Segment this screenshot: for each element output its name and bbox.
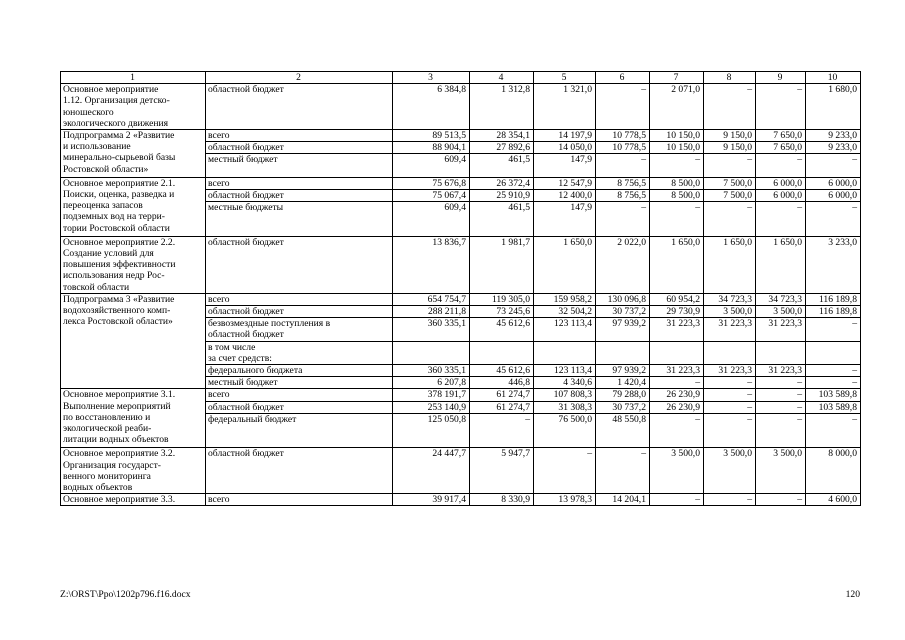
- amount-cell: 26 372,4: [470, 177, 534, 189]
- activity-label: [61, 130, 206, 178]
- amount-cell: 75 067,4: [393, 190, 470, 202]
- activity-label: [61, 236, 206, 293]
- amount-cell: 7 650,0: [756, 130, 806, 142]
- amount-cell: 8 000,0: [806, 448, 861, 494]
- amount-cell: 6 384,8: [393, 84, 470, 130]
- amount-cell: 32 504,2: [534, 306, 596, 318]
- amount-cell: 103 589,8: [806, 389, 861, 401]
- amount-cell: 378 191,7: [393, 389, 470, 401]
- amount-cell: 28 354,1: [470, 130, 534, 142]
- amount-cell: 654 754,7: [393, 293, 470, 305]
- amount-cell: –: [756, 389, 806, 401]
- funding-source-line: областной бюджет: [208, 190, 284, 202]
- amount-cell: 1 312,8: [470, 84, 534, 130]
- amount-cell: –: [704, 401, 756, 413]
- funding-source: [206, 365, 393, 377]
- funding-source-line: областной бюджет: [208, 142, 284, 154]
- amount-cell: 31 223,3: [650, 318, 704, 341]
- activity-label-line: повышения эффективности: [63, 259, 176, 271]
- amount-cell: 4 340,6: [534, 377, 596, 389]
- amount-cell: –: [650, 154, 704, 177]
- amount-cell: –: [704, 84, 756, 130]
- amount-cell: 3 500,0: [704, 306, 756, 318]
- amount-cell: –: [756, 494, 806, 506]
- amount-cell: 7 500,0: [704, 190, 756, 202]
- funding-source: [206, 318, 393, 341]
- funding-source: [206, 341, 393, 364]
- amount-cell: 288 211,8: [393, 306, 470, 318]
- header-cell: 6: [596, 72, 650, 84]
- amount-cell: 107 808,3: [534, 389, 596, 401]
- activity-label: [61, 494, 206, 506]
- amount-cell: [756, 341, 806, 364]
- amount-cell: 3 500,0: [704, 448, 756, 494]
- amount-cell: 123 113,4: [534, 365, 596, 377]
- amount-cell: 8 756,5: [596, 177, 650, 189]
- header-cell: 3: [393, 72, 470, 84]
- funding-source-line: местный бюджет: [208, 377, 278, 389]
- funding-source: [206, 177, 393, 189]
- amount-cell: [534, 341, 596, 364]
- amount-cell: 34 723,3: [704, 293, 756, 305]
- amount-cell: [806, 341, 861, 364]
- amount-cell: 6 000,0: [806, 177, 861, 189]
- amount-cell: 461,5: [470, 202, 534, 237]
- amount-cell: 31 223,3: [704, 318, 756, 341]
- funding-source: [206, 377, 393, 389]
- amount-cell: 116 189,8: [806, 293, 861, 305]
- amount-cell: 14 050,0: [534, 142, 596, 154]
- amount-cell: 10 778,5: [596, 130, 650, 142]
- funding-source: [206, 84, 393, 130]
- amount-cell: 30 737,2: [596, 401, 650, 413]
- funding-source: [206, 130, 393, 142]
- amount-cell: 1 981,7: [470, 236, 534, 293]
- activity-label-line: юношеского: [63, 106, 114, 118]
- amount-cell: 9 233,0: [806, 142, 861, 154]
- funding-source-line: областной бюджет: [208, 84, 284, 96]
- footer-file-path: Z:\ORST\Ppo\1202p796.f16.docx: [60, 589, 191, 600]
- funding-source-line: безвозмездные поступления в: [208, 318, 331, 330]
- activity-label-line: по восстановлению и: [63, 411, 151, 423]
- table-row: [61, 177, 861, 189]
- amount-cell: 123 113,4: [534, 318, 596, 341]
- amount-cell: 1 650,0: [704, 236, 756, 293]
- amount-cell: 1 680,0: [806, 84, 861, 130]
- funding-source: [206, 154, 393, 177]
- amount-cell: 1 650,0: [756, 236, 806, 293]
- amount-cell: –: [470, 413, 534, 448]
- amount-cell: –: [650, 413, 704, 448]
- funding-source-line: за счет средств:: [208, 352, 272, 364]
- amount-cell: [704, 341, 756, 364]
- amount-cell: –: [704, 377, 756, 389]
- amount-cell: –: [596, 154, 650, 177]
- amount-cell: 609,4: [393, 202, 470, 237]
- activity-label: [61, 389, 206, 448]
- funding-source-line: местный бюджет: [208, 154, 278, 166]
- amount-cell: [393, 341, 470, 364]
- table-row: [61, 130, 861, 142]
- amount-cell: –: [806, 202, 861, 237]
- amount-cell: 253 140,9: [393, 401, 470, 413]
- amount-cell: 147,9: [534, 154, 596, 177]
- amount-cell: –: [650, 202, 704, 237]
- amount-cell: –: [756, 84, 806, 130]
- funding-source-line: областной бюджет: [208, 329, 284, 341]
- funding-source-line: областной бюджет: [208, 448, 284, 460]
- amount-cell: 1 321,0: [534, 84, 596, 130]
- activity-label-line: Поиски, оценка, разведка и: [63, 189, 175, 201]
- amount-cell: 6 000,0: [756, 177, 806, 189]
- amount-cell: 3 500,0: [756, 306, 806, 318]
- table-row: [61, 448, 861, 494]
- activity-label-line: Подпрограмма 3 «Развитие: [63, 293, 175, 305]
- amount-cell: 31 223,3: [756, 318, 806, 341]
- funding-source-line: федерального бюджета: [208, 365, 303, 377]
- amount-cell: –: [756, 202, 806, 237]
- amount-cell: 6 207,8: [393, 377, 470, 389]
- amount-cell: [470, 341, 534, 364]
- amount-cell: 7 500,0: [704, 177, 756, 189]
- amount-cell: 30 737,2: [596, 306, 650, 318]
- amount-cell: 119 305,0: [470, 293, 534, 305]
- amount-cell: 4 600,0: [806, 494, 861, 506]
- activity-label-line: Создание условий для: [63, 248, 154, 260]
- amount-cell: 446,8: [470, 377, 534, 389]
- amount-cell: 9 150,0: [704, 130, 756, 142]
- amount-cell: 147,9: [534, 202, 596, 237]
- amount-cell: –: [806, 377, 861, 389]
- amount-cell: 5 947,7: [470, 448, 534, 494]
- amount-cell: 9 150,0: [704, 142, 756, 154]
- amount-cell: 6 000,0: [806, 190, 861, 202]
- header-row: [61, 72, 861, 84]
- funding-source: [206, 494, 393, 506]
- funding-source-line: всего: [208, 389, 230, 401]
- funding-source-line: всего: [208, 494, 230, 506]
- amount-cell: –: [806, 154, 861, 177]
- amount-cell: 103 589,8: [806, 401, 861, 413]
- activity-label-line: тории Ростовской области: [63, 222, 170, 234]
- activity-label-line: лекса Ростовской области»: [63, 316, 173, 328]
- activity-label-line: Ростовской области»: [63, 163, 149, 175]
- table-row: [61, 494, 861, 506]
- amount-cell: [650, 341, 704, 364]
- header-cell: 8: [704, 72, 756, 84]
- amount-cell: 8 500,0: [650, 190, 704, 202]
- header-cell: 4: [470, 72, 534, 84]
- amount-cell: 12 547,9: [534, 177, 596, 189]
- amount-cell: 13 978,3: [534, 494, 596, 506]
- funding-source-line: всего: [208, 130, 230, 142]
- amount-cell: –: [806, 413, 861, 448]
- funding-source: [206, 293, 393, 305]
- funding-source: [206, 448, 393, 494]
- table-row: [61, 84, 861, 130]
- amount-cell: 73 245,6: [470, 306, 534, 318]
- amount-cell: 45 612,6: [470, 365, 534, 377]
- amount-cell: 2 071,0: [650, 84, 704, 130]
- amount-cell: 13 836,7: [393, 236, 470, 293]
- amount-cell: 88 904,1: [393, 142, 470, 154]
- amount-cell: 3 233,0: [806, 236, 861, 293]
- activity-label-line: Основное мероприятие 3.2.: [63, 448, 176, 460]
- activity-label-line: и использование: [63, 141, 131, 153]
- activity-label-line: Основное мероприятие 3.1.: [63, 389, 176, 401]
- amount-cell: –: [704, 202, 756, 237]
- amount-cell: 10 778,5: [596, 142, 650, 154]
- funding-source: [206, 236, 393, 293]
- activity-label-line: экологического движения: [63, 117, 169, 129]
- amount-cell: –: [534, 448, 596, 494]
- activity-label: [61, 293, 206, 389]
- amount-cell: 360 335,1: [393, 365, 470, 377]
- funding-source-line: в том числе: [208, 341, 256, 353]
- funding-source: [206, 389, 393, 401]
- activity-label-line: Основное мероприятие 3.3.: [63, 494, 176, 506]
- amount-cell: 75 676,8: [393, 177, 470, 189]
- funding-source-line: всего: [208, 293, 230, 305]
- amount-cell: 10 150,0: [650, 130, 704, 142]
- activity-label-line: водохозяйственного комп-: [63, 305, 171, 317]
- amount-cell: 31 223,3: [756, 365, 806, 377]
- funding-source-line: федеральный бюджет: [208, 413, 297, 425]
- activity-label-line: Основное мероприятие 2.1.: [63, 177, 176, 189]
- amount-cell: –: [756, 154, 806, 177]
- amount-cell: 8 756,5: [596, 190, 650, 202]
- amount-cell: –: [596, 202, 650, 237]
- funding-source: [206, 190, 393, 202]
- header-cell: 2: [206, 72, 393, 84]
- amount-cell: –: [704, 494, 756, 506]
- amount-cell: 61 274,7: [470, 401, 534, 413]
- amount-cell: 48 550,8: [596, 413, 650, 448]
- amount-cell: 130 096,8: [596, 293, 650, 305]
- amount-cell: 7 650,0: [756, 142, 806, 154]
- header-cell: 7: [650, 72, 704, 84]
- amount-cell: 25 910,9: [470, 190, 534, 202]
- amount-cell: 8 330,9: [470, 494, 534, 506]
- amount-cell: 79 288,0: [596, 389, 650, 401]
- amount-cell: 2 022,0: [596, 236, 650, 293]
- amount-cell: 609,4: [393, 154, 470, 177]
- funding-source-line: областной бюджет: [208, 306, 284, 318]
- amount-cell: 360 335,1: [393, 318, 470, 341]
- amount-cell: 1 650,0: [650, 236, 704, 293]
- funding-source-line: областной бюджет: [208, 236, 284, 248]
- amount-cell: 31 223,3: [704, 365, 756, 377]
- amount-cell: 26 230,9: [650, 389, 704, 401]
- activity-label-line: литации водных объектов: [63, 434, 169, 446]
- amount-cell: 29 730,9: [650, 306, 704, 318]
- amount-cell: 125 050,8: [393, 413, 470, 448]
- activity-label-line: 1.12. Организация детско-: [63, 95, 170, 107]
- header-cell: 5: [534, 72, 596, 84]
- amount-cell: –: [596, 448, 650, 494]
- activity-label-line: водных объектов: [63, 482, 133, 494]
- amount-cell: 116 189,8: [806, 306, 861, 318]
- amount-cell: 10 150,0: [650, 142, 704, 154]
- amount-cell: 461,5: [470, 154, 534, 177]
- amount-cell: 31 223,3: [650, 365, 704, 377]
- funding-source: [206, 142, 393, 154]
- amount-cell: [596, 341, 650, 364]
- table-row: [61, 389, 861, 401]
- header-cell: 1: [61, 72, 206, 84]
- table-row: [61, 293, 861, 305]
- activity-label-line: Подпрограмма 2 «Развитие: [63, 130, 175, 142]
- funding-source-line: всего: [208, 177, 230, 189]
- funding-source: [206, 306, 393, 318]
- activity-label-line: товской области: [63, 281, 130, 293]
- amount-cell: 97 939,2: [596, 365, 650, 377]
- amount-cell: –: [806, 365, 861, 377]
- amount-cell: 9 233,0: [806, 130, 861, 142]
- amount-cell: 12 400,0: [534, 190, 596, 202]
- amount-cell: 31 308,3: [534, 401, 596, 413]
- activity-label-line: подземных вод на терри-: [63, 211, 165, 223]
- amount-cell: 89 513,5: [393, 130, 470, 142]
- header-cell: 9: [756, 72, 806, 84]
- activity-label-line: Выполнение мероприятий: [63, 400, 171, 412]
- amount-cell: –: [756, 413, 806, 448]
- activity-label-line: использования недр Рос-: [63, 270, 165, 282]
- amount-cell: –: [596, 84, 650, 130]
- amount-cell: –: [756, 401, 806, 413]
- amount-cell: 3 500,0: [756, 448, 806, 494]
- amount-cell: 1 650,0: [534, 236, 596, 293]
- amount-cell: 34 723,3: [756, 293, 806, 305]
- funding-source-line: местные бюджеты: [208, 202, 284, 214]
- funding-source-line: областной бюджет: [208, 401, 284, 413]
- amount-cell: 27 892,6: [470, 142, 534, 154]
- amount-cell: –: [704, 154, 756, 177]
- activity-label-line: венного мониторинга: [63, 470, 151, 482]
- funding-source: [206, 401, 393, 413]
- activity-label-line: экологической реаби-: [63, 423, 152, 435]
- amount-cell: 159 958,2: [534, 293, 596, 305]
- amount-cell: –: [704, 389, 756, 401]
- amount-cell: 76 500,0: [534, 413, 596, 448]
- amount-cell: 61 274,7: [470, 389, 534, 401]
- activity-label: [61, 448, 206, 494]
- activity-label-line: переоценка запасов: [63, 200, 143, 212]
- activity-label: [61, 177, 206, 236]
- amount-cell: 8 500,0: [650, 177, 704, 189]
- amount-cell: 45 612,6: [470, 318, 534, 341]
- amount-cell: –: [756, 377, 806, 389]
- amount-cell: –: [650, 377, 704, 389]
- amount-cell: 1 420,4: [596, 377, 650, 389]
- budget-table: [60, 71, 861, 506]
- activity-label-line: Основное мероприятие 2.2.: [63, 236, 176, 248]
- activity-label-line: минерально-сырьевой базы: [63, 152, 176, 164]
- amount-cell: 24 447,7: [393, 448, 470, 494]
- funding-source: [206, 413, 393, 448]
- amount-cell: 97 939,2: [596, 318, 650, 341]
- activity-label: [61, 84, 206, 130]
- table-row: [61, 236, 861, 293]
- amount-cell: 14 204,1: [596, 494, 650, 506]
- header-cell: 10: [806, 72, 861, 84]
- funding-source: [206, 202, 393, 237]
- activity-label-line: Организация государст-: [63, 459, 161, 471]
- amount-cell: –: [650, 494, 704, 506]
- amount-cell: 3 500,0: [650, 448, 704, 494]
- amount-cell: 60 954,2: [650, 293, 704, 305]
- activity-label-line: Основное мероприятие: [63, 84, 159, 96]
- amount-cell: 14 197,9: [534, 130, 596, 142]
- footer-page-number: 120: [845, 589, 860, 600]
- amount-cell: –: [806, 318, 861, 341]
- amount-cell: –: [704, 413, 756, 448]
- amount-cell: 6 000,0: [756, 190, 806, 202]
- amount-cell: 26 230,9: [650, 401, 704, 413]
- amount-cell: 39 917,4: [393, 494, 470, 506]
